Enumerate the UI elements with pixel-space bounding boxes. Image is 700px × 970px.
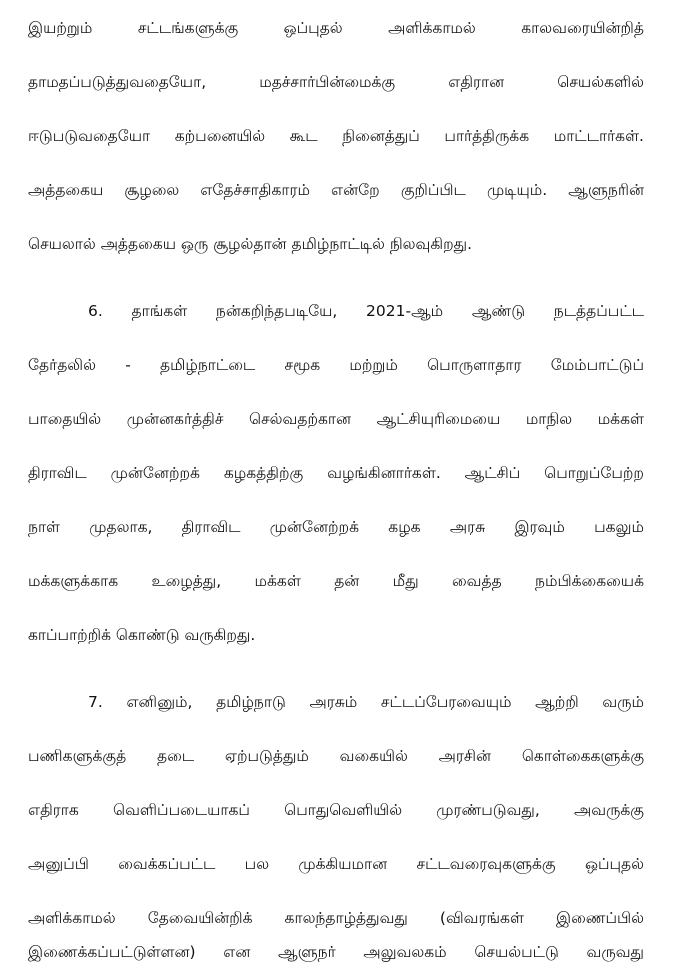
text-line: தேர்தலில் - தமிழ்நாட்டை சமூக மற்றும் பொருளாதார மேம்பாட்டுப் [28,356,644,374]
text-line: திராவிட முன்னேற்றக் கழகத்திற்கு வழங்கினார்கள். ஆட்சிப் பொறுப்பேற்ற [28,464,644,482]
text-line: அளிக்காமல் தேவையின்றிக் காலந்தாழ்த்துவது (விவரங்கள் இணைப்பில் [28,909,644,927]
text-line: அத்தகைய சூழலை எதேச்சாதிகாரம் என்றே குறிப்பிட முடியும். ஆளுநரின் [28,181,644,199]
paragraph-6-first-line: 6. தாங்கள் நன்கறிந்தபடியே, 2021-ஆம் ஆண்டு நடத்தப்பட்ட [88,302,644,320]
text-line: பாதையில் முன்னகர்த்திச் செல்வதற்கான ஆட்சியுரிமையை மாநில மக்கள் [28,410,644,428]
letter-page [28,0,644,970]
text-line: செயலால் அத்தகைய ஒரு சூழல்தான் தமிழ்நாட்டில் நிலவுகிறது. [28,235,473,253]
text-line: எதிராக வெளிப்படையாகப் பொதுவெளியில் முரண்படுவது, அவருக்கு [28,801,644,819]
paragraph-7-first-line: 7. எனினும், தமிழ்நாடு அரசும் சட்டப்பேரவையும் ஆற்றி வரும் [88,693,644,711]
text-line: இணைக்கப்பட்டுள்ளன) என ஆளுநர் அலுவலகம் செயல்பட்டு வருவது [28,943,644,961]
text-line: பணிகளுக்குத் தடை ஏற்படுத்தும் வகையில் அரசின் கொள்கைகளுக்கு [28,747,644,765]
text-line: நாள் முதலாக, திராவிட முன்னேற்றக் கழக அரசு இரவும் பகலும் [28,518,644,536]
text-line: ஈடுபடுவதையோ கற்பனையில் கூட நினைத்துப் பார்த்திருக்க மாட்டார்கள். [28,127,644,145]
text-line: காப்பாற்றிக் கொண்டு வருகிறது. [28,626,256,644]
text-line: இயற்றும் சட்டங்களுக்கு ஒப்புதல் அளிக்காமல் காலவரையின்றித் [28,19,644,37]
text-line: அனுப்பி வைக்கப்பட்ட பல முக்கியமான சட்டவரைவுகளுக்கு ஒப்புதல் [28,855,644,873]
text-line: மக்களுக்காக உழைத்து, மக்கள் தன் மீது வைத்த நம்பிக்கையைக் [28,572,644,590]
text-line: தாமதப்படுத்துவதையோ, மதச்சார்பின்மைக்கு எதிரான செயல்களில் [28,73,644,91]
